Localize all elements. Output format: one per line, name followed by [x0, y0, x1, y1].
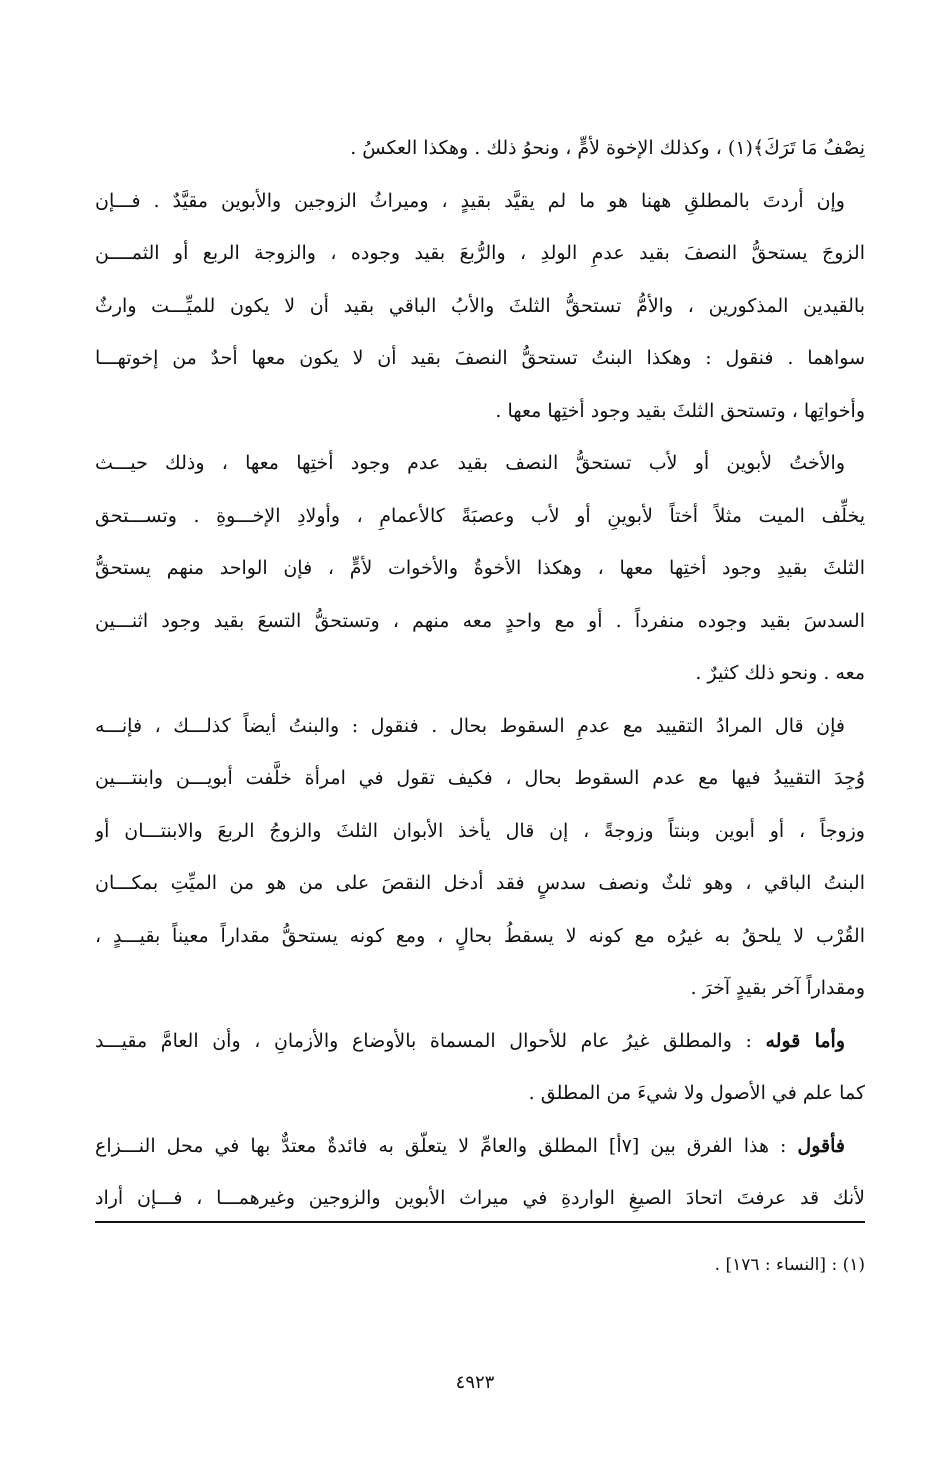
text-line: الثلثَ بقيدِ وجود أختِها معها ، وهكذا الأخوةُ والأخوات لأمٍّ ، فإن الواحد منهم يستحقُّ: [95, 557, 865, 579]
page-number: ٤٩٢٣: [455, 1372, 495, 1393]
text-line: والأختُ لأبوين أو لأب تستحقُّ النصف بقيد عدم وجود أختِها معها ، وذلك حيـــث: [95, 452, 845, 474]
text-line: وأخواتِها ، وتستحق الثلثَ بقيد وجود أختِها معها .: [495, 399, 865, 422]
text-line: [95, 1015, 865, 1068]
text-line: فإن قال المرادُ التقييد مع عدمِ السقوط بحال . فنقول : والبنتُ أيضاً كذلـــك ، فإنـــه: [95, 714, 845, 737]
text-line: السدسَ بقيد وجوده منفرداً . أو مع واحدٍ معه منهم ، وتستحقُّ التسعَ بقيد وجود اثنـــين: [95, 609, 865, 632]
text-line: كما علم في الأصول ولا شيءَ من المطلق .: [528, 1082, 865, 1104]
bold-lead: وأما قوله: [765, 1029, 845, 1052]
body-text: [95, 122, 865, 1225]
text-line: القُرْب لا يلحقُ به غيرُه مع كونه لا يسقطُ بحالٍ ، ومع كونه يستحقُّ مقداراً معيناً بقيـــدٍ ،: [95, 924, 865, 947]
bold-lead: فأقول: [797, 1134, 845, 1157]
text-run: : هذا الفرق بين [٧أ] المطلق والعامِّ لا يتعلّق به فائدةٌ معتدٌّ بها في محل النـــزاع: [95, 1134, 798, 1157]
text-line: وزوجاً ، أو أبوين وبنتاً وزوجةً ، إن قال يأخذ الأبوان الثلثَ والزوجُ الربعَ والابنتـــان أو: [95, 819, 865, 842]
text-line: وُجِدَ التقييدُ فيها مع عدم السقوط بحال ، فكيف تقول في امرأة خلَّفت أبويـــن وابنتـــين: [95, 767, 865, 789]
text-line: وإن أردتَ بالمطلقِ ههنا هو ما لم يقيَّد بقيدٍ ، وميراثُ الزوجين والأبوين مقيَّدٌ . فـــإن: [95, 189, 845, 212]
footnote-divider: [95, 1221, 865, 1223]
text-line: ومقداراً آخر بقيدٍ آخرَ .: [690, 977, 865, 999]
text-line: البنتُ الباقي ، وهو ثلثٌ ونصف سدسٍ فقد أدخل النقصَ على من هو من الميِّتِ بمكـــان: [95, 872, 865, 894]
text-line: بالقيدين المذكورين ، والأمُّ تستحقُّ الثلثَ والأبُ الباقي بقيد أن لا يكون للميِّـــت وارثٌ: [95, 294, 865, 317]
text-line: لأنك قد عرفتَ اتحادَ الصيغِ الواردةِ في ميراث الأبوين والزوجين وغيرهمـــا ، فـــإن أراد: [95, 1187, 865, 1209]
text-run: : والمطلق غيرُ عام للأحوال المسماة بالأوضاع والأزمانِ ، وأن العامَّ مقيـــد: [95, 1029, 766, 1052]
text-line: الزوجَ يستحقُّ النصفَ بقيد عدمِ الولدِ ، والرُّبعَ بقيد وجوده ، والزوجة الربع أو الثمــــن: [95, 242, 865, 264]
text-line: نِصْفُ مَا تَرَكَ﴾(١) ، وكذلك الإخوة لأمٍّ ، ونحوُ ذلك . وهكذا العكسُ .: [350, 137, 865, 159]
text-line: سواهما . فنقول : وهكذا البنتُ تستحقُّ النصفَ بقيد أن لا يكون معها أحدٌ من إخوتهـــا: [95, 347, 865, 369]
text-line: يخلِّف الميت مثلاً أختاً لأبوينِ أو لأب وعصبَةً كالأعمامِ ، وأولادِ الإخـــوةِ . وتســـتحق: [95, 504, 865, 527]
footnote: (١) : [النساء : ١٧٦] .: [714, 1255, 865, 1275]
text-line: معه . ونحو ذلك كثيرٌ .: [695, 662, 865, 684]
text-line: [95, 1120, 865, 1173]
